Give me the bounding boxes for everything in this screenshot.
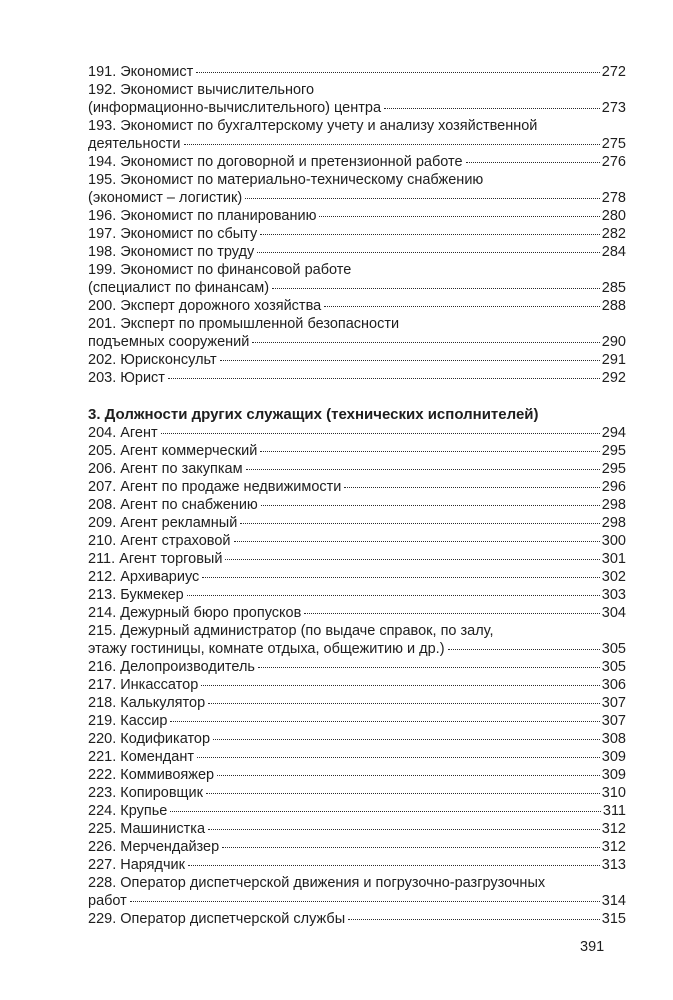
toc-entry-text: 193. Экономист по бухгалтерскому учету и анализу хозяйственной (88, 118, 538, 134)
dot-leader (130, 901, 600, 902)
toc-entry (88, 279, 626, 297)
toc-entry-page: 307 (601, 695, 626, 711)
toc-entry-text: (специалист по финансам) (88, 280, 270, 296)
toc-entry-text: 209. Агент рекламный (88, 515, 238, 531)
toc-entry (88, 604, 626, 622)
toc-entry-page: 284 (601, 244, 626, 260)
toc-entry (88, 496, 626, 514)
toc-entry-page: 273 (601, 100, 626, 116)
toc-entry (88, 297, 626, 315)
toc-entry-text: 214. Дежурный бюро пропусков (88, 605, 302, 621)
toc-entry-text: этажу гостиницы, комнате отдыха, общежитию и др.) (88, 641, 445, 657)
toc-entry-text: 198. Экономист по труду (88, 244, 255, 260)
dot-leader (246, 469, 600, 470)
toc-entry-text: 222. Коммивояжер (88, 767, 215, 783)
dot-leader (304, 613, 599, 614)
toc-entry-page: 298 (601, 515, 626, 531)
toc-entry-page: 285 (601, 280, 626, 296)
dot-leader (260, 451, 599, 452)
toc-entry-page: 304 (601, 605, 626, 621)
toc-entry (88, 712, 626, 730)
toc-entry (88, 99, 626, 117)
toc-entry (88, 351, 626, 369)
toc-entry-page: 288 (601, 298, 626, 314)
toc-entry-text: 206. Агент по закупкам (88, 461, 243, 477)
dot-leader (384, 108, 600, 109)
toc-entry-page: 301 (601, 551, 626, 567)
dot-leader (213, 739, 600, 740)
toc-entry-line (88, 622, 626, 640)
dot-leader (170, 811, 601, 812)
toc-entry-text: 202. Юрисконсульт (88, 352, 217, 368)
toc-entry (88, 424, 626, 442)
dot-leader (170, 721, 599, 722)
toc-entry (88, 892, 626, 910)
dot-leader (225, 559, 599, 560)
dot-leader (217, 775, 600, 776)
toc-entry-page: 306 (601, 677, 626, 693)
toc-entry-page: 291 (601, 352, 626, 368)
toc-entry (88, 568, 626, 586)
toc-entry-text: 223. Копировщик (88, 785, 203, 801)
toc-entry-line (88, 81, 626, 99)
toc-entry-text: 227. Нарядчик (88, 857, 185, 873)
toc-entry-page: 295 (601, 461, 626, 477)
toc-entry-text: 215. Дежурный администратор (по выдаче справок, по залу, (88, 623, 494, 639)
toc-entry (88, 189, 626, 207)
toc-entry-page: 312 (601, 821, 626, 837)
toc-entry (88, 243, 626, 261)
page-number: 391 (580, 939, 605, 955)
dot-leader (222, 847, 600, 848)
toc-entry-page: 305 (601, 641, 626, 657)
dot-leader (201, 685, 600, 686)
dot-leader (220, 360, 600, 361)
toc-entry-text: 200. Эксперт дорожного хозяйства (88, 298, 322, 314)
toc-entry (88, 369, 626, 387)
toc-entry (88, 910, 626, 928)
toc-entry-line (88, 171, 626, 189)
toc-entry-line (88, 261, 626, 279)
toc-entry-page: 303 (601, 587, 626, 603)
toc-entry (88, 442, 626, 460)
toc-entry-page: 302 (601, 569, 626, 585)
toc-entry-text: 197. Экономист по сбыту (88, 226, 258, 242)
table-of-contents (88, 63, 626, 928)
toc-entry-line (88, 117, 626, 135)
toc-entry (88, 63, 626, 81)
toc-entry-text: 212. Архивариус (88, 569, 200, 585)
toc-entry (88, 748, 626, 766)
dot-leader (184, 144, 600, 145)
toc-entry-page: 296 (601, 479, 626, 495)
toc-entry-page: 312 (601, 839, 626, 855)
dot-leader (196, 72, 600, 73)
dot-leader (206, 793, 600, 794)
dot-leader (319, 216, 599, 217)
toc-entry-text: (информационно-вычислительного) центра (88, 100, 382, 116)
dot-leader (208, 829, 600, 830)
toc-entry-text: 196. Экономист по планированию (88, 208, 317, 224)
toc-entry-text: 191. Экономист (88, 64, 194, 80)
toc-entry-text: 213. Букмекер (88, 587, 184, 603)
toc-entry-page: 272 (601, 64, 626, 80)
toc-entry-line (88, 874, 626, 892)
toc-entry (88, 333, 626, 351)
toc-entry-page: 278 (601, 190, 626, 206)
toc-entry-page: 276 (601, 154, 626, 170)
toc-entry-page: 280 (601, 208, 626, 224)
toc-entry-page: 305 (601, 659, 626, 675)
section-gap (88, 387, 626, 405)
toc-entry (88, 676, 626, 694)
toc-entry (88, 135, 626, 153)
toc-entry-text: 224. Крупье (88, 803, 168, 819)
toc-entry-text: 195. Экономист по материально-техническому снабжению (88, 172, 484, 188)
dot-leader (257, 252, 600, 253)
toc-entry-text: 225. Машинистка (88, 821, 206, 837)
toc-entry-page: 294 (601, 425, 626, 441)
toc-entry (88, 478, 626, 496)
toc-entry-page: 290 (601, 334, 626, 350)
dot-leader (324, 306, 600, 307)
toc-entry-text: 208. Агент по снабжению (88, 497, 258, 513)
toc-entry (88, 766, 626, 784)
toc-entry-page: 313 (601, 857, 626, 873)
toc-entry (88, 694, 626, 712)
toc-entry (88, 586, 626, 604)
section-heading: 3. Должности других служащих (технических исполнителей) (88, 406, 539, 423)
toc-entry-page: 315 (601, 911, 626, 927)
toc-entry (88, 784, 626, 802)
toc-entry-page: 314 (601, 893, 626, 909)
toc-entry (88, 640, 626, 658)
dot-leader (245, 198, 600, 199)
dot-leader (344, 487, 599, 488)
toc-entry-page: 311 (602, 803, 626, 819)
toc-entry-text: 203. Юрист (88, 370, 165, 386)
toc-entry-page: 308 (601, 731, 626, 747)
dot-leader (258, 667, 600, 668)
toc-entry-text: (экономист – логистик) (88, 190, 243, 206)
toc-entry (88, 550, 626, 568)
toc-entry (88, 514, 626, 532)
dot-leader (466, 162, 600, 163)
toc-entry-page: 310 (601, 785, 626, 801)
dot-leader (448, 649, 600, 650)
toc-entry-text: 199. Экономист по финансовой работе (88, 262, 352, 278)
toc-entry-page: 309 (601, 749, 626, 765)
toc-entry-page: 298 (601, 497, 626, 513)
toc-entry-text: 226. Мерчендайзер (88, 839, 220, 855)
toc-entry (88, 820, 626, 838)
dot-leader (202, 577, 600, 578)
toc-entry-text: работ (88, 893, 127, 909)
toc-entry (88, 838, 626, 856)
dot-leader (272, 288, 600, 289)
toc-entry-page: 295 (601, 443, 626, 459)
dot-leader (168, 378, 600, 379)
dot-leader (234, 541, 600, 542)
dot-leader (240, 523, 600, 524)
toc-entry-text: подъемных сооружений (88, 334, 250, 350)
toc-entry-page: 307 (601, 713, 626, 729)
toc-entry-text: 201. Эксперт по промышленной безопасности (88, 316, 400, 332)
toc-entry-text: 192. Экономист вычислительного (88, 82, 315, 98)
toc-entry-text: 229. Оператор диспетчерской службы (88, 911, 346, 927)
toc-entry-page: 282 (601, 226, 626, 242)
toc-entry (88, 153, 626, 171)
dot-leader (187, 595, 600, 596)
toc-entry-text: 210. Агент страховой (88, 533, 231, 549)
toc-entry-page: 275 (601, 136, 626, 152)
toc-entry-text: 218. Калькулятор (88, 695, 206, 711)
toc-entry-page: 309 (601, 767, 626, 783)
dot-leader (188, 865, 600, 866)
dot-leader (348, 919, 600, 920)
toc-section-technical-staff (88, 424, 626, 928)
toc-entry-text: 217. Инкассатор (88, 677, 199, 693)
toc-entry-line (88, 315, 626, 333)
toc-entry (88, 460, 626, 478)
toc-entry (88, 730, 626, 748)
dot-leader (208, 703, 600, 704)
toc-section-specialists (88, 63, 626, 387)
toc-entry-text: 216. Делопроизводитель (88, 659, 255, 675)
toc-entry-text: 194. Экономист по договорной и претензионной работе (88, 154, 463, 170)
toc-entry (88, 532, 626, 550)
toc-entry-page: 300 (601, 533, 626, 549)
toc-entry-text: 220. Кодификатор (88, 731, 211, 747)
toc-entry (88, 658, 626, 676)
dot-leader (161, 433, 600, 434)
dot-leader (261, 505, 600, 506)
toc-entry (88, 225, 626, 243)
toc-entry-text: 228. Оператор диспетчерской движения и погрузочно-разгрузочных (88, 875, 546, 891)
toc-entry-page: 292 (601, 370, 626, 386)
toc-entry (88, 856, 626, 874)
dot-leader (197, 757, 600, 758)
dot-leader (252, 342, 599, 343)
toc-entry-text: деятельности (88, 136, 181, 152)
toc-entry (88, 802, 626, 820)
toc-entry-text: 221. Комендант (88, 749, 194, 765)
dot-leader (260, 234, 600, 235)
toc-entry-text: 204. Агент (88, 425, 158, 441)
toc-entry-text: 211. Агент торговый (88, 551, 223, 567)
toc-entry-text: 205. Агент коммерческий (88, 443, 258, 459)
toc-entry (88, 207, 626, 225)
toc-entry-text: 207. Агент по продаже недвижимости (88, 479, 342, 495)
toc-entry-text: 219. Кассир (88, 713, 168, 729)
